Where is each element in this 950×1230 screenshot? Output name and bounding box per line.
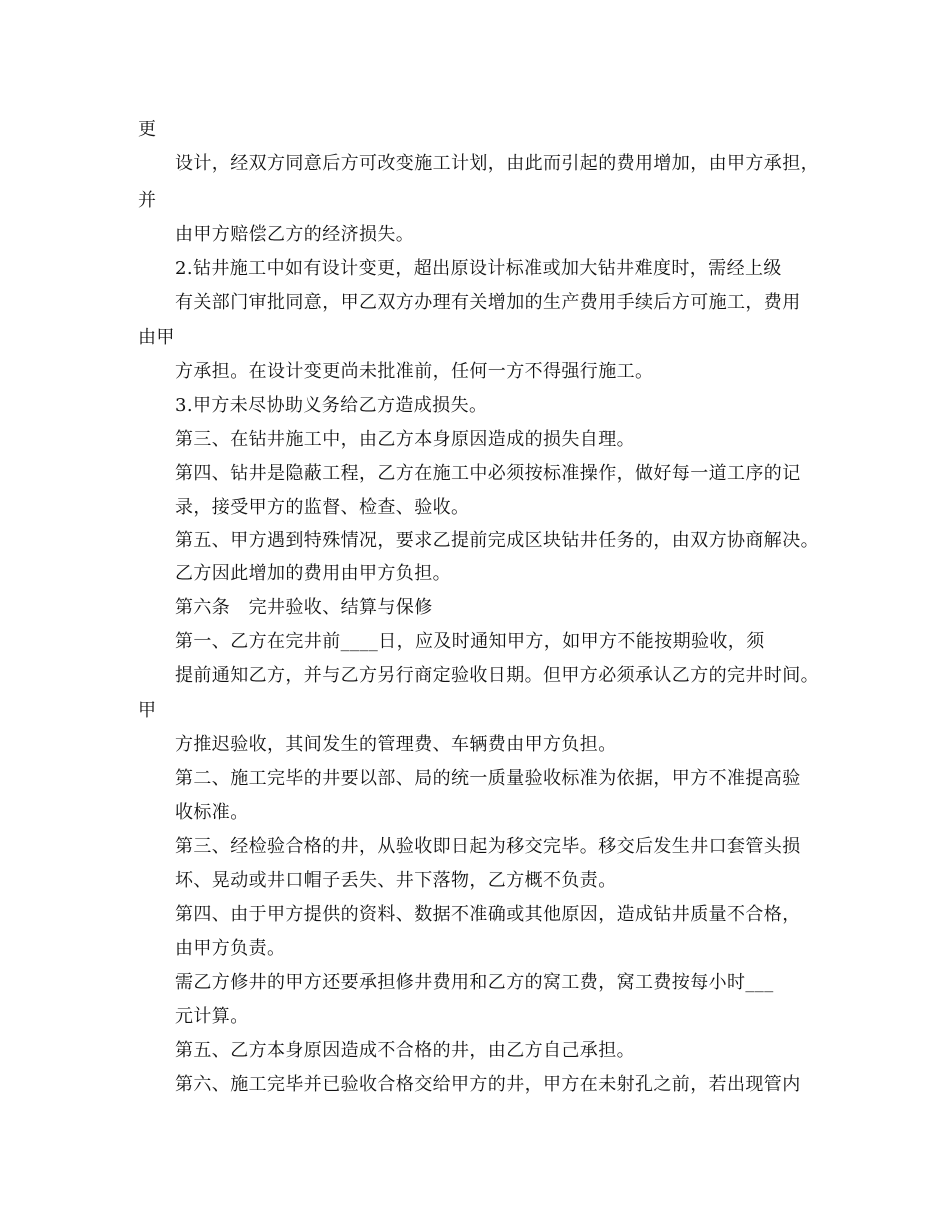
text-line: 第五、甲方遇到特殊情况，要求乙提前完成区块钻井任务的，由双方协商解决。: [175, 530, 819, 551]
text-line: 方承担。在设计变更尚未批准前，任何一方不得强行施工。: [175, 361, 654, 382]
text-line: 甲: [138, 700, 157, 721]
text-line: 乙方因此增加的费用由甲方负担。: [175, 563, 451, 584]
text-line: 2.钻井施工中如有设计变更，超出原设计标准或加大钻井难度时，需经上级: [175, 258, 782, 279]
text-line: 有关部门审批同意，甲乙双方办理有关增加的生产费用手续后方可施工，费用: [175, 292, 801, 313]
text-line: 第一、乙方在完井前____日，应及时通知甲方，如甲方不能按期验收，须: [175, 631, 765, 652]
text-line: 更: [138, 119, 157, 140]
text-line: 第二、施工完毕的井要以部、局的统一质量验收标准为依据，甲方不准提高验: [175, 768, 801, 789]
section-heading: 第六条 完井验收、结算与保修: [175, 597, 433, 618]
text-line: 元计算。: [175, 1006, 249, 1027]
text-line: 并: [138, 190, 157, 211]
text-line: 由甲方赔偿乙方的经济损失。: [175, 224, 415, 245]
text-line: 坏、晃动或井口帽子丢失、井下落物，乙方概不负责。: [175, 870, 617, 891]
text-line: 录，接受甲方的监督、检查、验收。: [175, 497, 470, 518]
text-line: 第三、在钻井施工中，由乙方本身原因造成的损失自理。: [175, 429, 635, 450]
text-line: 第五、乙方本身原因造成不合格的井，由乙方自己承担。: [175, 1040, 635, 1061]
text-line: 由甲方负责。: [175, 938, 286, 959]
text-line: 第六、施工完毕并已验收合格交给甲方的井，甲方在未射孔之前，若出现管内: [175, 1074, 801, 1095]
text-line: 提前通知乙方，并与乙方另行商定验收日期。但甲方必须承认乙方的完井时间。: [175, 665, 819, 686]
text-line: 收标准。: [175, 802, 249, 823]
text-line: 方推迟验收，其间发生的管理费、车辆费由甲方负担。: [175, 734, 617, 755]
text-line: 设计，经双方同意后方可改变施工计划，由此而引起的费用增加，由甲方承担，: [175, 153, 819, 174]
text-line: 第四、由于甲方提供的资料、数据不准确或其他原因，造成钻井质量不合格，: [175, 904, 801, 925]
text-line: 3.甲方未尽协助义务给乙方造成损失。: [175, 395, 488, 416]
text-line: 第四、钻井是隐蔽工程，乙方在施工中必须按标准操作，做好每一道工序的记: [175, 463, 801, 484]
text-line: 由甲: [138, 327, 175, 348]
text-line: 需乙方修井的甲方还要承担修井费用和乙方的窝工费，窝工费按每小时___: [175, 972, 774, 993]
text-line: 第三、经检验合格的井，从验收即日起为移交完毕。移交后发生井口套管头损: [175, 836, 801, 857]
